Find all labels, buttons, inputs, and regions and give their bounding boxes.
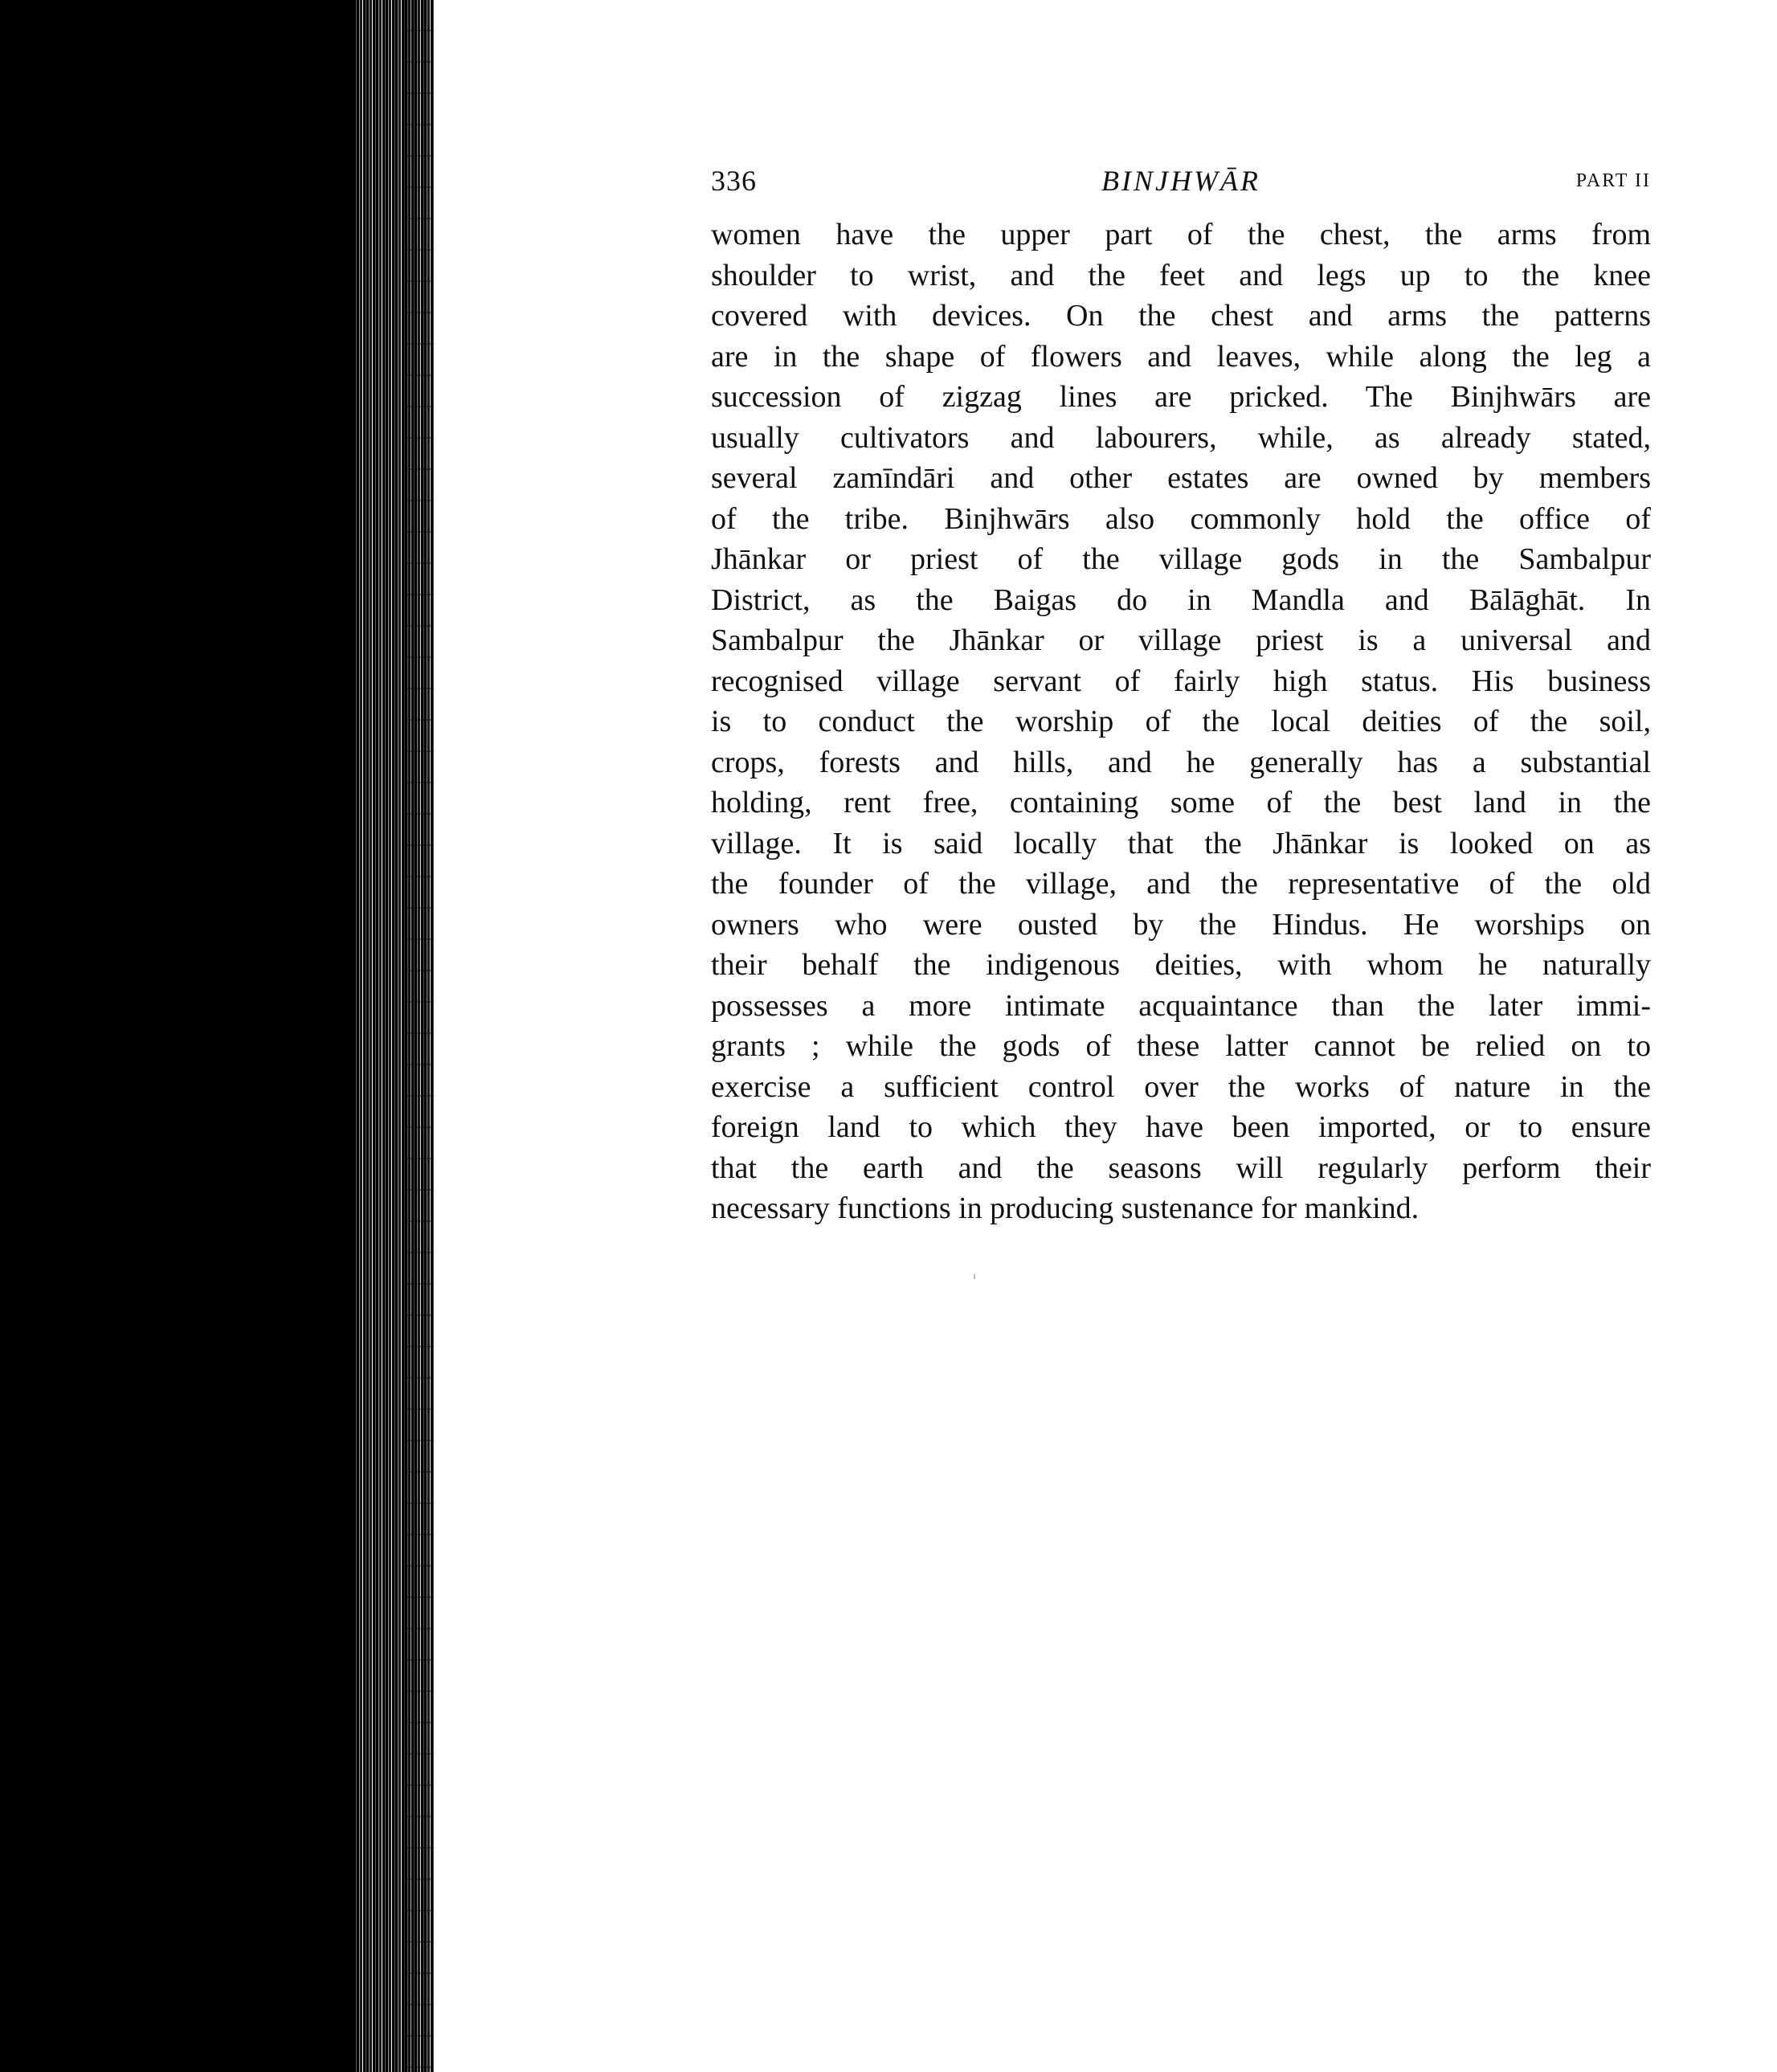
book-page: [711, 157, 1651, 1229]
text-line: usually cultivators and labourers, while, as already stated,: [711, 420, 1651, 455]
text-line: Jhānkar or priest of the village gods in the Sambalpur: [711, 542, 1651, 576]
text-line: village. It is said locally that the Jhānkar is looked on as: [711, 826, 1651, 860]
text-line: necessary functions in producing sustenance for mankind.: [711, 1191, 1420, 1225]
text-line: succession of zigzag lines are pricked. The Binjhwārs are: [711, 380, 1651, 414]
text-line: possesses a more intimate acquaintance than the later immi-: [711, 988, 1651, 1023]
text-line: recognised village servant of fairly high status. His business: [711, 664, 1651, 698]
scan-speck: [974, 1274, 975, 1279]
text-line: grants ; while the gods of these latter cannot be relied on to: [711, 1029, 1651, 1063]
text-line: crops, forests and hills, and he generally has a substantial: [711, 745, 1651, 779]
text-line: of the tribe. Binjhwārs also commonly hold the office of: [711, 501, 1651, 536]
page-number: 336: [711, 165, 757, 197]
text-line: Sambalpur the Jhānkar or village priest is a universal and: [711, 623, 1651, 657]
chapter-title: BINJHWĀR: [1101, 165, 1260, 197]
text-line: shoulder to wrist, and the feet and legs up to the knee: [711, 258, 1651, 292]
text-line: foreign land to which they have been imported, or to ensure: [711, 1110, 1651, 1144]
text-line: are in the shape of flowers and leaves, while along the leg a: [711, 339, 1651, 374]
text-line: holding, rent free, containing some of the best land in the: [711, 786, 1651, 819]
body-paragraph: [711, 215, 1651, 1229]
text-line: covered with devices. On the chest and arms the patterns: [711, 299, 1651, 333]
text-line: several zamīndāri and other estates are owned by members: [711, 461, 1651, 495]
text-line: their behalf the indigenous deities, with whom he naturally: [711, 948, 1651, 982]
text-line: District, as the Baigas do in Mandla and Bālāghāt. In: [711, 582, 1651, 617]
text-line: women have the upper part of the chest, the arms from: [711, 218, 1651, 251]
text-line: exercise a sufficient control over the works of nature in the: [711, 1069, 1651, 1104]
scan-artifacts: [406, 0, 434, 2072]
part-label: PART II: [1575, 170, 1651, 191]
text-line: that the earth and the seasons will regularly perform their: [711, 1150, 1651, 1185]
text-line: the founder of the village, and the representative of the old: [711, 867, 1651, 901]
running-head: [711, 157, 1651, 205]
text-line: owners who were ousted by the Hindus. He worships on: [711, 907, 1651, 942]
binding-gutter: [0, 0, 353, 2072]
text-line: is to conduct the worship of the local deities of the soil,: [711, 705, 1651, 738]
